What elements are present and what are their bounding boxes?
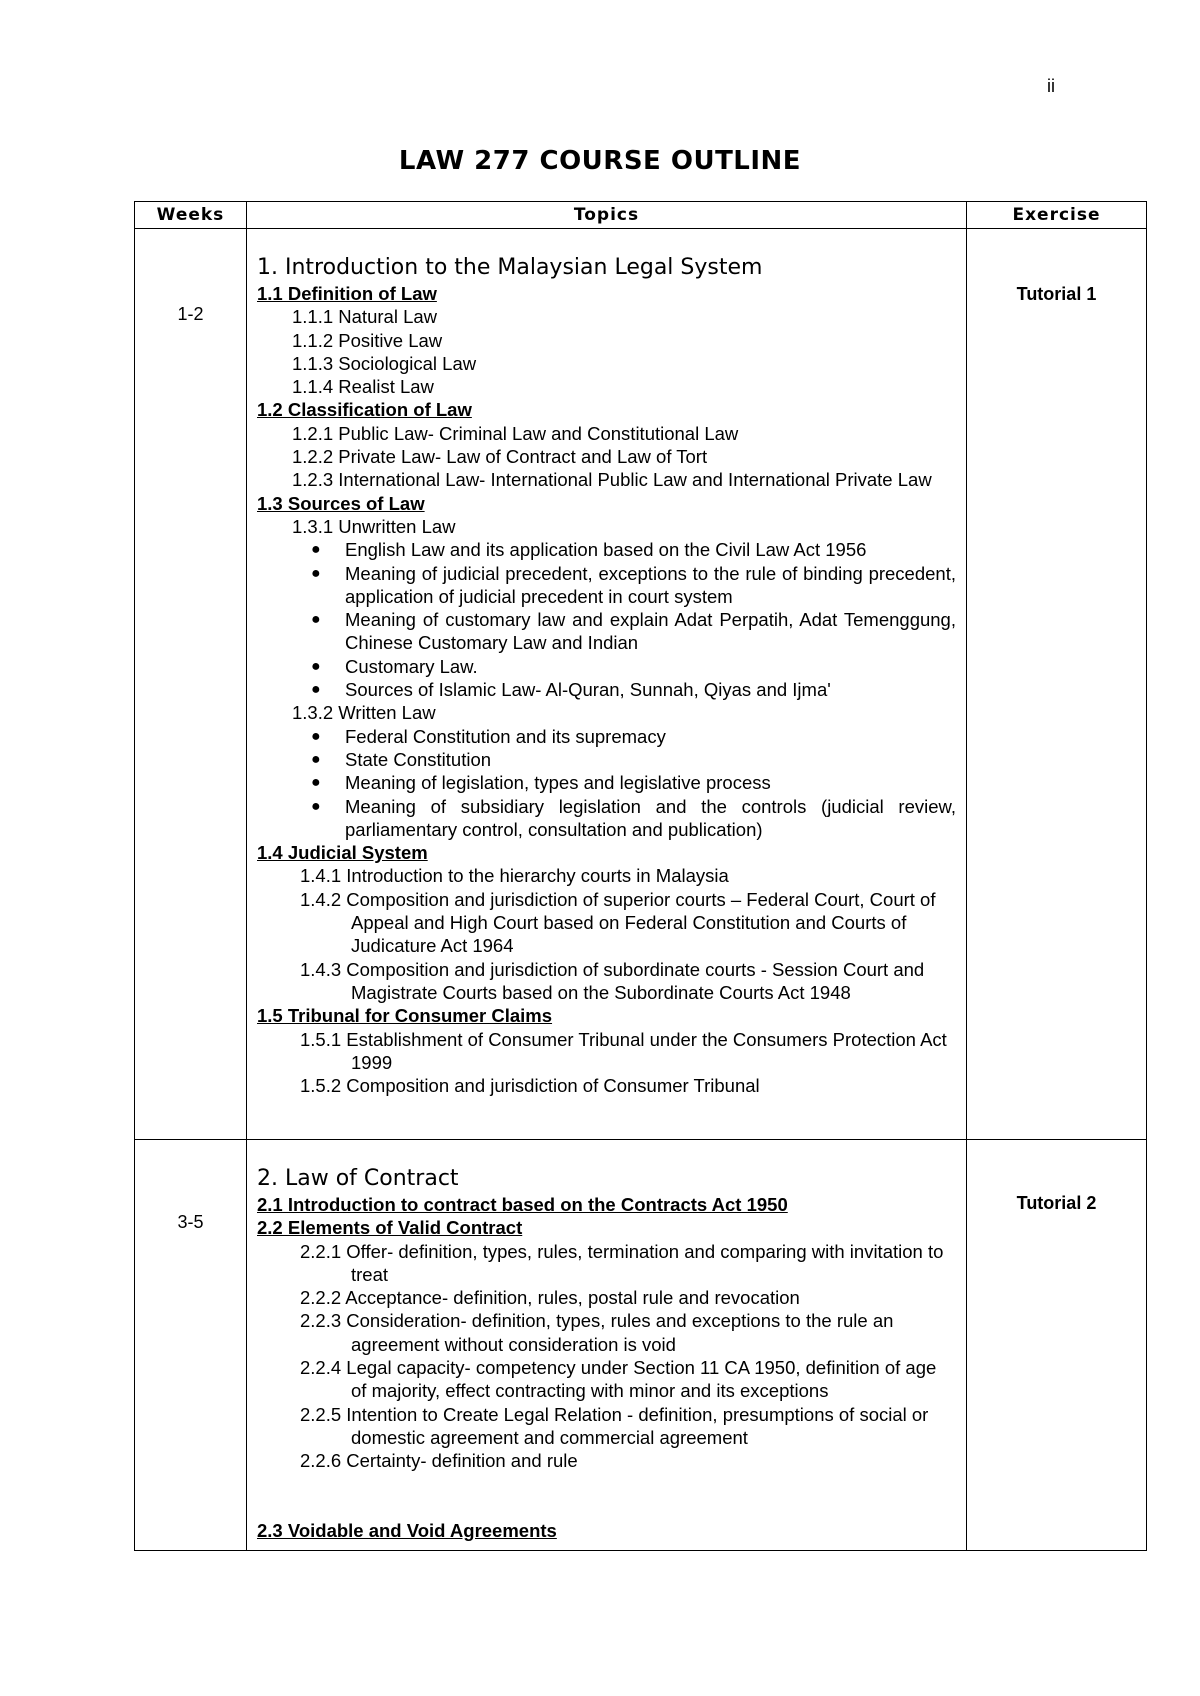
weeks-value: 3-5 [177,1212,204,1232]
topics-header: Topics [247,202,967,229]
subsection: 2.2.5 Intention to Create Legal Relation - definition, presumptions of social or domestic agreement and commercial agreement [300,1403,929,1448]
exercise-cell [967,1140,1147,1551]
page-number: ii [1047,76,1055,96]
subsection: 1.1.4 Realist Law [292,376,434,398]
subsection: 1.1.2 Positive Law [292,329,443,351]
table-row [135,1140,1147,1551]
subsection: 2.2.2 Acceptance- definition, rules, postal rule and revocation [300,1287,800,1309]
subsection: 1.3.1 Unwritten Law [292,515,456,537]
subsection: 1.4.1 Introduction to the hierarchy courts in Malaysia [300,865,729,887]
list-item: ● Federal Constitution and its supremacy [311,725,666,747]
exercise-value: Tutorial 2 [1016,1193,1097,1213]
subsection: 1.4.3 Composition and jurisdiction of subordinate courts - Session Court and Magistrate Courts based on the Subordinate Courts Act 1948 [300,958,925,1003]
subsection: 1.5.1 Establishment of Consumer Tribunal under the Consumers Protection Act 1999 [300,1028,947,1073]
written-law-list [257,725,956,841]
list-item: ● English Law and its application based on the Civil Law Act 1956 [311,539,867,561]
weeks-cell [135,1140,247,1551]
unwritten-law-list [257,538,956,701]
list-item: ● Meaning of judicial precedent, exceptions to the rule of binding precedent, application of judicial precedent in court system [311,562,956,607]
section-heading: 1.3 Sources of Law [257,492,425,514]
topics-cell [247,1140,967,1551]
bullet-icon: ● [311,611,321,629]
course-outline-table [134,201,1147,1551]
section-heading: 2.1 Introduction to contract based on the Contracts Act 1950 [257,1194,788,1215]
section-heading: 1.5 Tribunal for Consumer Claims [257,1005,553,1027]
topic-title: 2. Law of Contract [257,1166,459,1191]
subsection: 1.2.2 Private Law- Law of Contract and Law of Tort [292,446,708,468]
bullet-icon: ● [311,564,321,582]
bullet-icon: ● [311,797,321,815]
bullet-icon: ● [311,727,321,745]
weeks-cell [135,229,247,1140]
exercise-header: Exercise [967,202,1147,229]
list-item: ● Sources of Islamic Law- Al-Quran, Sunnah, Qiyas and Ijma' [311,679,831,701]
list-item: ● State Constitution [311,748,492,770]
section-heading: 1.1 Definition of Law [257,283,437,304]
bullet-icon: ● [311,774,321,792]
subsection: 1.2.3 International Law- International Public Law and International Private Law [292,469,932,491]
subsection: 2.2.1 Offer- definition, types, rules, termination and comparing with invitation to treat [300,1240,944,1285]
exercise-cell [967,229,1147,1140]
bullet-icon: ● [311,657,321,675]
topics-cell [247,229,967,1140]
subsection: 1.2.1 Public Law- Criminal Law and Constitutional Law [292,422,739,444]
subsection: 1.1.1 Natural Law [292,306,438,328]
weeks-value: 1-2 [177,304,204,324]
subsection: 2.2.4 Legal capacity- competency under Section 11 CA 1950, definition of age of majority, effect contracting with minor and its exceptions [300,1357,937,1402]
subsection: 2.2.3 Consideration- definition, types, rules and exceptions to the rule an agreement without consideration is void [300,1310,894,1355]
subsection: 1.4.2 Composition and jurisdiction of superior courts – Federal Court, Court of Appeal and High Court based on Federal Constitution and Courts of Judicature Act 1964 [300,888,936,957]
bullet-icon: ● [311,681,321,699]
section-heading: 2.3 Voidable and Void Agreements [257,1519,557,1541]
weeks-header: Weeks [135,202,247,229]
topic-title: 1. Introduction to the Malaysian Legal System [257,255,763,280]
section-heading: 2.2 Elements of Valid Contract [257,1217,523,1239]
subsection: 1.3.2 Written Law [292,702,436,724]
subsection: 1.5.2 Composition and jurisdiction of Consumer Tribunal [300,1075,760,1097]
bullet-icon: ● [311,541,321,559]
section-heading: 1.4 Judicial System [257,842,428,864]
table-row [135,229,1147,1140]
subsection: 1.1.3 Sociological Law [292,352,477,374]
section-heading: 1.2 Classification of Law [257,399,472,421]
subsection: 2.2.6 Certainty- definition and rule [300,1450,578,1472]
document-title: LAW 277 COURSE OUTLINE [398,146,802,176]
list-item: ● Customary Law. [311,655,478,677]
table-header-row [135,202,1147,229]
exercise-value: Tutorial 1 [1016,284,1097,304]
list-item: ● Meaning of customary law and explain Adat Perpatih, Adat Temenggung, Chinese Customary Law and Indian [311,609,956,654]
bullet-icon: ● [311,750,321,768]
list-item: ● Meaning of subsidiary legislation and the controls (judicial review, parliamentary control, consultation and publication) [311,795,956,840]
list-item: ● Meaning of legislation, types and legislative process [311,772,771,794]
